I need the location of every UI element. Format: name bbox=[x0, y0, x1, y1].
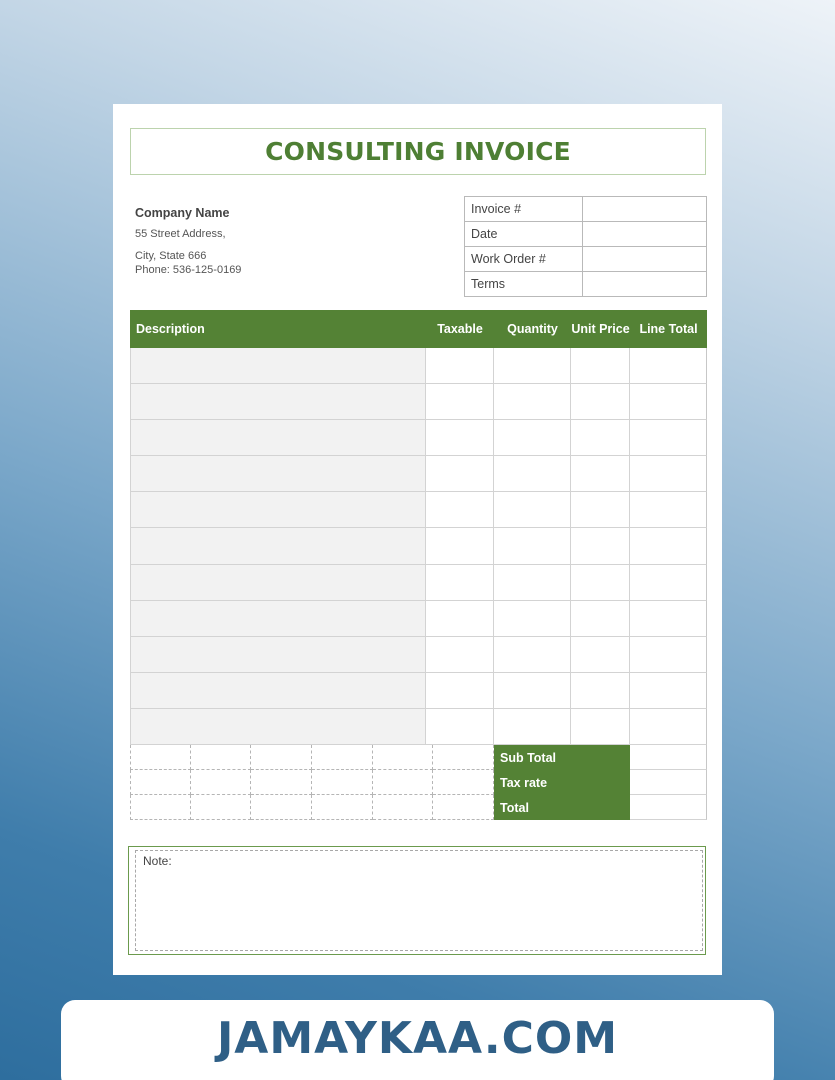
taxable-cell[interactable] bbox=[426, 709, 494, 745]
line-total-cell[interactable] bbox=[630, 420, 707, 456]
info-label: Terms bbox=[465, 272, 583, 297]
line-total-cell[interactable] bbox=[630, 348, 707, 384]
line-total-cell[interactable] bbox=[630, 601, 707, 637]
taxable-cell[interactable] bbox=[426, 673, 494, 709]
table-row bbox=[130, 637, 707, 673]
unit-price-cell[interactable] bbox=[571, 384, 630, 420]
info-label: Date bbox=[465, 222, 583, 247]
unit-price-cell[interactable] bbox=[571, 492, 630, 528]
invoice-sheet bbox=[113, 104, 722, 975]
table-row bbox=[130, 492, 707, 528]
table-row bbox=[130, 456, 707, 492]
total-value[interactable] bbox=[630, 795, 707, 820]
info-row-work-order bbox=[465, 247, 707, 272]
table-row bbox=[130, 565, 707, 601]
quantity-cell[interactable] bbox=[494, 420, 571, 456]
taxable-cell[interactable] bbox=[426, 492, 494, 528]
company-phone: Phone: 536-125-0169 bbox=[135, 264, 242, 276]
info-label: Work Order # bbox=[465, 247, 583, 272]
unit-price-cell[interactable] bbox=[571, 565, 630, 601]
company-city: City, State 666 bbox=[135, 250, 207, 262]
taxable-cell[interactable] bbox=[426, 348, 494, 384]
table-header bbox=[130, 310, 707, 348]
description-cell[interactable] bbox=[130, 565, 426, 601]
quantity-cell[interactable] bbox=[494, 528, 571, 564]
totals-labels bbox=[494, 745, 630, 820]
table-row bbox=[130, 528, 707, 564]
line-total-cell[interactable] bbox=[630, 673, 707, 709]
header-quantity: Quantity bbox=[507, 322, 558, 336]
description-cell[interactable] bbox=[130, 420, 426, 456]
company-name: Company Name bbox=[135, 206, 230, 220]
taxable-cell[interactable] bbox=[426, 384, 494, 420]
company-address: 55 Street Address, bbox=[135, 228, 226, 240]
description-cell[interactable] bbox=[130, 384, 426, 420]
info-row-date bbox=[465, 222, 707, 247]
note-label: Note: bbox=[143, 854, 172, 868]
line-item-rows bbox=[130, 348, 707, 745]
invoice-number-field[interactable] bbox=[583, 197, 707, 222]
terms-field[interactable] bbox=[583, 272, 707, 297]
unit-price-cell[interactable] bbox=[571, 528, 630, 564]
line-total-cell[interactable] bbox=[630, 384, 707, 420]
quantity-cell[interactable] bbox=[494, 637, 571, 673]
unit-price-cell[interactable] bbox=[571, 348, 630, 384]
quantity-cell[interactable] bbox=[494, 384, 571, 420]
line-total-cell[interactable] bbox=[630, 456, 707, 492]
quantity-cell[interactable] bbox=[494, 492, 571, 528]
header-taxable: Taxable bbox=[437, 322, 483, 336]
date-field[interactable] bbox=[583, 222, 707, 247]
blank-grid bbox=[130, 745, 494, 820]
watermark-text: JAMAYKAA.COM bbox=[216, 1013, 619, 1064]
title-box bbox=[130, 128, 706, 175]
tax-rate-label: Tax rate bbox=[500, 775, 548, 790]
header-line-total: Line Total bbox=[639, 322, 698, 336]
unit-price-cell[interactable] bbox=[571, 456, 630, 492]
table-row bbox=[130, 601, 707, 637]
note-field[interactable] bbox=[135, 850, 703, 951]
header-unit-price: Unit Price bbox=[571, 321, 630, 336]
taxable-cell[interactable] bbox=[426, 601, 494, 637]
company-block bbox=[135, 206, 241, 276]
taxable-cell[interactable] bbox=[426, 456, 494, 492]
table-row bbox=[130, 673, 707, 709]
table-row bbox=[130, 348, 707, 384]
quantity-cell[interactable] bbox=[494, 601, 571, 637]
table-row bbox=[130, 709, 707, 745]
work-order-field[interactable] bbox=[583, 247, 707, 272]
totals-values bbox=[630, 745, 707, 820]
info-row-terms bbox=[465, 272, 707, 297]
line-total-cell[interactable] bbox=[630, 565, 707, 601]
description-cell[interactable] bbox=[130, 348, 426, 384]
quantity-cell[interactable] bbox=[494, 709, 571, 745]
taxable-cell[interactable] bbox=[426, 528, 494, 564]
description-cell[interactable] bbox=[130, 601, 426, 637]
note-box bbox=[128, 846, 706, 955]
description-cell[interactable] bbox=[130, 709, 426, 745]
totals-section bbox=[130, 745, 707, 820]
taxable-cell[interactable] bbox=[426, 565, 494, 601]
line-total-cell[interactable] bbox=[630, 492, 707, 528]
line-total-cell[interactable] bbox=[630, 637, 707, 673]
info-label: Invoice # bbox=[465, 197, 583, 222]
watermark-banner bbox=[61, 1000, 774, 1080]
description-cell[interactable] bbox=[130, 456, 426, 492]
unit-price-cell[interactable] bbox=[571, 420, 630, 456]
unit-price-cell[interactable] bbox=[571, 601, 630, 637]
quantity-cell[interactable] bbox=[494, 673, 571, 709]
description-cell[interactable] bbox=[130, 673, 426, 709]
header-description: Description bbox=[136, 322, 205, 336]
subtotal-value[interactable] bbox=[630, 745, 707, 770]
line-items-table bbox=[130, 310, 707, 820]
description-cell[interactable] bbox=[130, 492, 426, 528]
unit-price-cell[interactable] bbox=[571, 637, 630, 673]
line-total-cell[interactable] bbox=[630, 528, 707, 564]
invoice-info-table bbox=[464, 196, 707, 297]
quantity-cell[interactable] bbox=[494, 456, 571, 492]
total-label: Total bbox=[500, 800, 529, 815]
quantity-cell[interactable] bbox=[494, 348, 571, 384]
info-row-invoice-number bbox=[465, 197, 707, 222]
description-cell[interactable] bbox=[130, 528, 426, 564]
tax-rate-value[interactable] bbox=[630, 770, 707, 795]
taxable-cell[interactable] bbox=[426, 420, 494, 456]
subtotal-label: Sub Total bbox=[500, 750, 557, 765]
table-row bbox=[130, 420, 707, 456]
description-cell[interactable] bbox=[130, 637, 426, 673]
table-row bbox=[130, 384, 707, 420]
unit-price-cell[interactable] bbox=[571, 673, 630, 709]
taxable-cell[interactable] bbox=[426, 637, 494, 673]
line-total-cell[interactable] bbox=[630, 709, 707, 745]
quantity-cell[interactable] bbox=[494, 565, 571, 601]
unit-price-cell[interactable] bbox=[571, 709, 630, 745]
invoice-title: CONSULTING INVOICE bbox=[265, 137, 571, 166]
